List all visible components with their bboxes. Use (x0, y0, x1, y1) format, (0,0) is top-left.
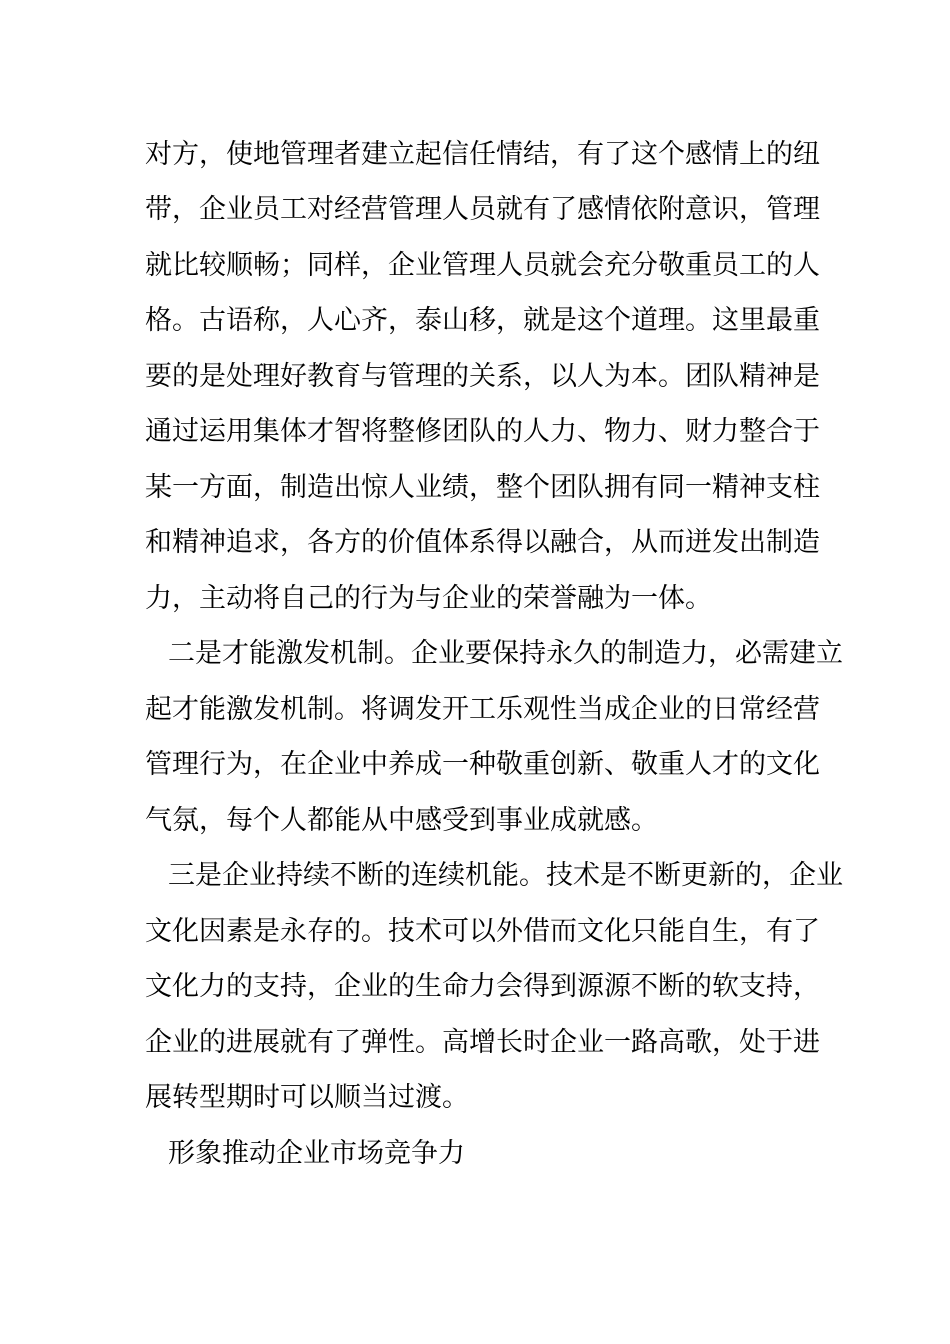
paragraph-line: 管理行为，在企业中养成一种敬重创新、敬重人才的文化 (145, 749, 820, 780)
paragraph-line: 企业的进展就有了弹性。高增长时企业一路高歌，处于进 (145, 1027, 820, 1058)
paragraph-line: 文化因素是永存的。技术可以外借而文化只能自生，有了 (145, 916, 820, 947)
paragraph-line: 力，主动将自己的行为与企业的荣誉融为一体。 (145, 583, 712, 614)
paragraph-line: 三是企业持续不断的连续机能。技术是不断更新的，企业 (168, 860, 843, 891)
paragraph-line: 某一方面，制造出惊人业绩，整个团队拥有同一精神支柱 (145, 472, 820, 503)
paragraph-line: 展转型期时可以顺当过渡。 (145, 1082, 469, 1113)
paragraph-line: 格。古语称，人心齐，泰山移，就是这个道理。这里最重 (145, 305, 820, 336)
paragraph-line: 就比较顺畅；同样，企业管理人员就会充分敬重员工的人 (145, 250, 820, 281)
paragraph-line: 起才能激发机制。将调发开工乐观性当成企业的日常经营 (145, 694, 820, 725)
paragraph-line: 带，企业员工对经营管理人员就有了感情依附意识，管理 (145, 194, 820, 225)
paragraph-line: 文化力的支持，企业的生命力会得到源源不断的软支持， (145, 971, 820, 1002)
section-heading: 形象推动企业市场竞争力 (168, 1138, 465, 1169)
paragraph-line: 通过运用集体才智将整修团队的人力、物力、财力整合于 (145, 416, 820, 447)
paragraph-line: 气氛，每个人都能从中感受到事业成就感。 (145, 805, 658, 836)
paragraph-line: 要的是处理好教育与管理的关系，以人为本。团队精神是 (145, 361, 820, 392)
paragraph-line: 对方，使地管理者建立起信任情结，有了这个感情上的纽 (145, 139, 820, 170)
paragraph-line: 二是才能激发机制。企业要保持永久的制造力，必需建立 (168, 638, 843, 669)
paragraph-line: 和精神追求，各方的价值体系得以融合，从而迸发出制造 (145, 527, 820, 558)
